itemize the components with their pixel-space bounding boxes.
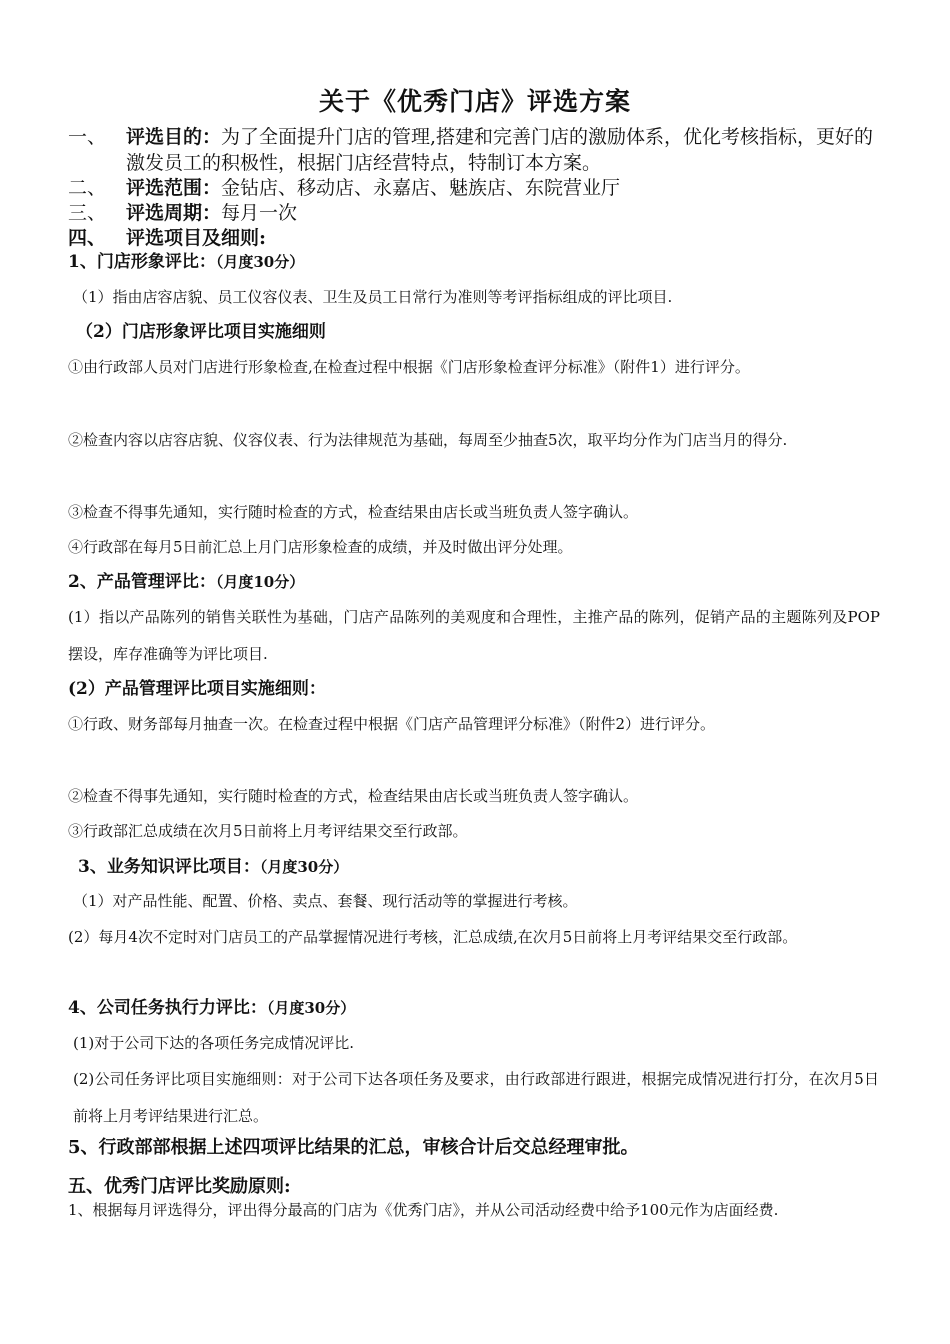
section-number: 四、 (68, 227, 107, 249)
section-period (68, 200, 298, 226)
item1-paragraph-1: （1）指由店容店貌、员工仪容仪表、卫生及员工日常行为准则等考评指标组成的评比项目. (73, 288, 673, 306)
section-text: 金钻店、移动店、永嘉店、魅族店、东院营业厅 (221, 177, 621, 199)
section-content (126, 225, 886, 251)
section-label: 评选项目及细则: (126, 227, 267, 249)
section5-paragraph-1: 1、根据每月评选得分，评出得分最高的门店为《优秀门店》，并从公司活动经费中给予100元作为店面经费. (68, 1201, 779, 1219)
section-scope (68, 175, 621, 201)
item5-statement: 5、行政部部根据上述四项评比结果的汇总，审核合计后交总经理审批。 (68, 1137, 639, 1158)
item2-heading-text: 2、产品管理评比： (68, 572, 216, 592)
section-text: 每月一次 (221, 202, 298, 224)
section-number: 三、 (68, 202, 107, 224)
section-label: 评选范围： (126, 177, 222, 199)
item2-paragraph-1: (1）指以产品陈列的销售关联性为基础，门店产品陈列的美观度和合理性，主推产品的陈列，促销产品的主题陈列及POP摆设，库存准确等为评比项目. (68, 608, 880, 663)
item3-heading-text: 3、业务知识评比项目： (78, 857, 260, 877)
section-content (126, 200, 886, 226)
section-purpose (68, 124, 874, 174)
item1-rule-3: ③检查不得事先通知，实行随时检查的方式，检查结果由店长或当班负责人签字确认。 (68, 503, 639, 521)
item2-score: （月度10分） (215, 573, 305, 591)
item3-score: （月度30分） (259, 858, 349, 876)
section5-heading: 五、优秀门店评比奖励原则: (68, 1176, 291, 1197)
item4-heading-text: 4、公司任务执行力评比： (68, 998, 267, 1018)
item2-rule-1: ①行政、财务部每月抽查一次。在检查过程中根据《门店产品管理评分标准》（附件2）进行评分。 (68, 715, 716, 733)
item2-rule-3: ③行政部汇总成绩在次月5日前将上月考评结果交至行政部。 (68, 822, 468, 840)
item4-paragraph-1: (1)对于公司下达的各项任务完成情况评比. (73, 1034, 355, 1052)
item4-paragraph-2: (2)公司任务评比项目实施细则：对于公司下达各项任务及要求，由行政部进行跟进，根据完成情况进行打分，在次月5日前将上月考评结果进行汇总。 (73, 1070, 879, 1125)
section-content (126, 175, 886, 201)
item2-subheading: (2）产品管理评比项目实施细则： (68, 679, 326, 699)
item1-rule-1: ①由行政部人员对门店进行形象检查,在检查过程中根据《门店形象检查评分标准》（附件1）进行评分。 (68, 358, 750, 376)
section-label: 评选目的： (126, 126, 222, 148)
item4-score: （月度30分） (266, 999, 356, 1017)
item3-paragraph-1: （1）对产品性能、配置、价格、卖点、套餐、现行活动等的掌握进行考核。 (73, 892, 578, 910)
item1-subheading: （2）门店形象评比项目实施细则 (76, 322, 326, 342)
section-text: 为了全面提升门店的管理,搭建和完善门店的激励体系，优化考核指标，更好的激发员工的积极性，根据门店经营特点，特制订本方案。 (126, 126, 874, 174)
section-number: 二、 (68, 177, 107, 199)
section-content (126, 124, 886, 176)
section-number: 一、 (68, 126, 107, 148)
item1-rule-2: ②检查内容以店容店貌、仪容仪表、行为法律规范为基础，每周至少抽查5次，取平均分作为门店当月的得分. (68, 431, 788, 449)
item1-heading (68, 250, 304, 274)
item2-rule-2: ②检查不得事先通知，实行随时检查的方式，检查结果由店长或当班负责人签字确认。 (68, 787, 639, 805)
item2-heading (68, 570, 304, 594)
section-label: 评选周期： (126, 202, 222, 224)
section-items (68, 225, 267, 251)
item3-paragraph-2: (2）每月4次不定时对门店员工的产品掌握情况进行考核，汇总成绩,在次月5日前将上月考评结果交至行政部。 (68, 928, 798, 946)
item1-score: （月度30分） (215, 253, 305, 271)
document-title: 关于《优秀门店》评选方案 (318, 87, 631, 116)
item1-heading-text: 1、门店形象评比： (68, 252, 216, 272)
item1-rule-4: ④行政部在每月5日前汇总上月门店形象检查的成绩，并及时做出评分处理。 (68, 538, 573, 556)
item3-heading (78, 855, 348, 879)
item4-heading (68, 996, 355, 1020)
